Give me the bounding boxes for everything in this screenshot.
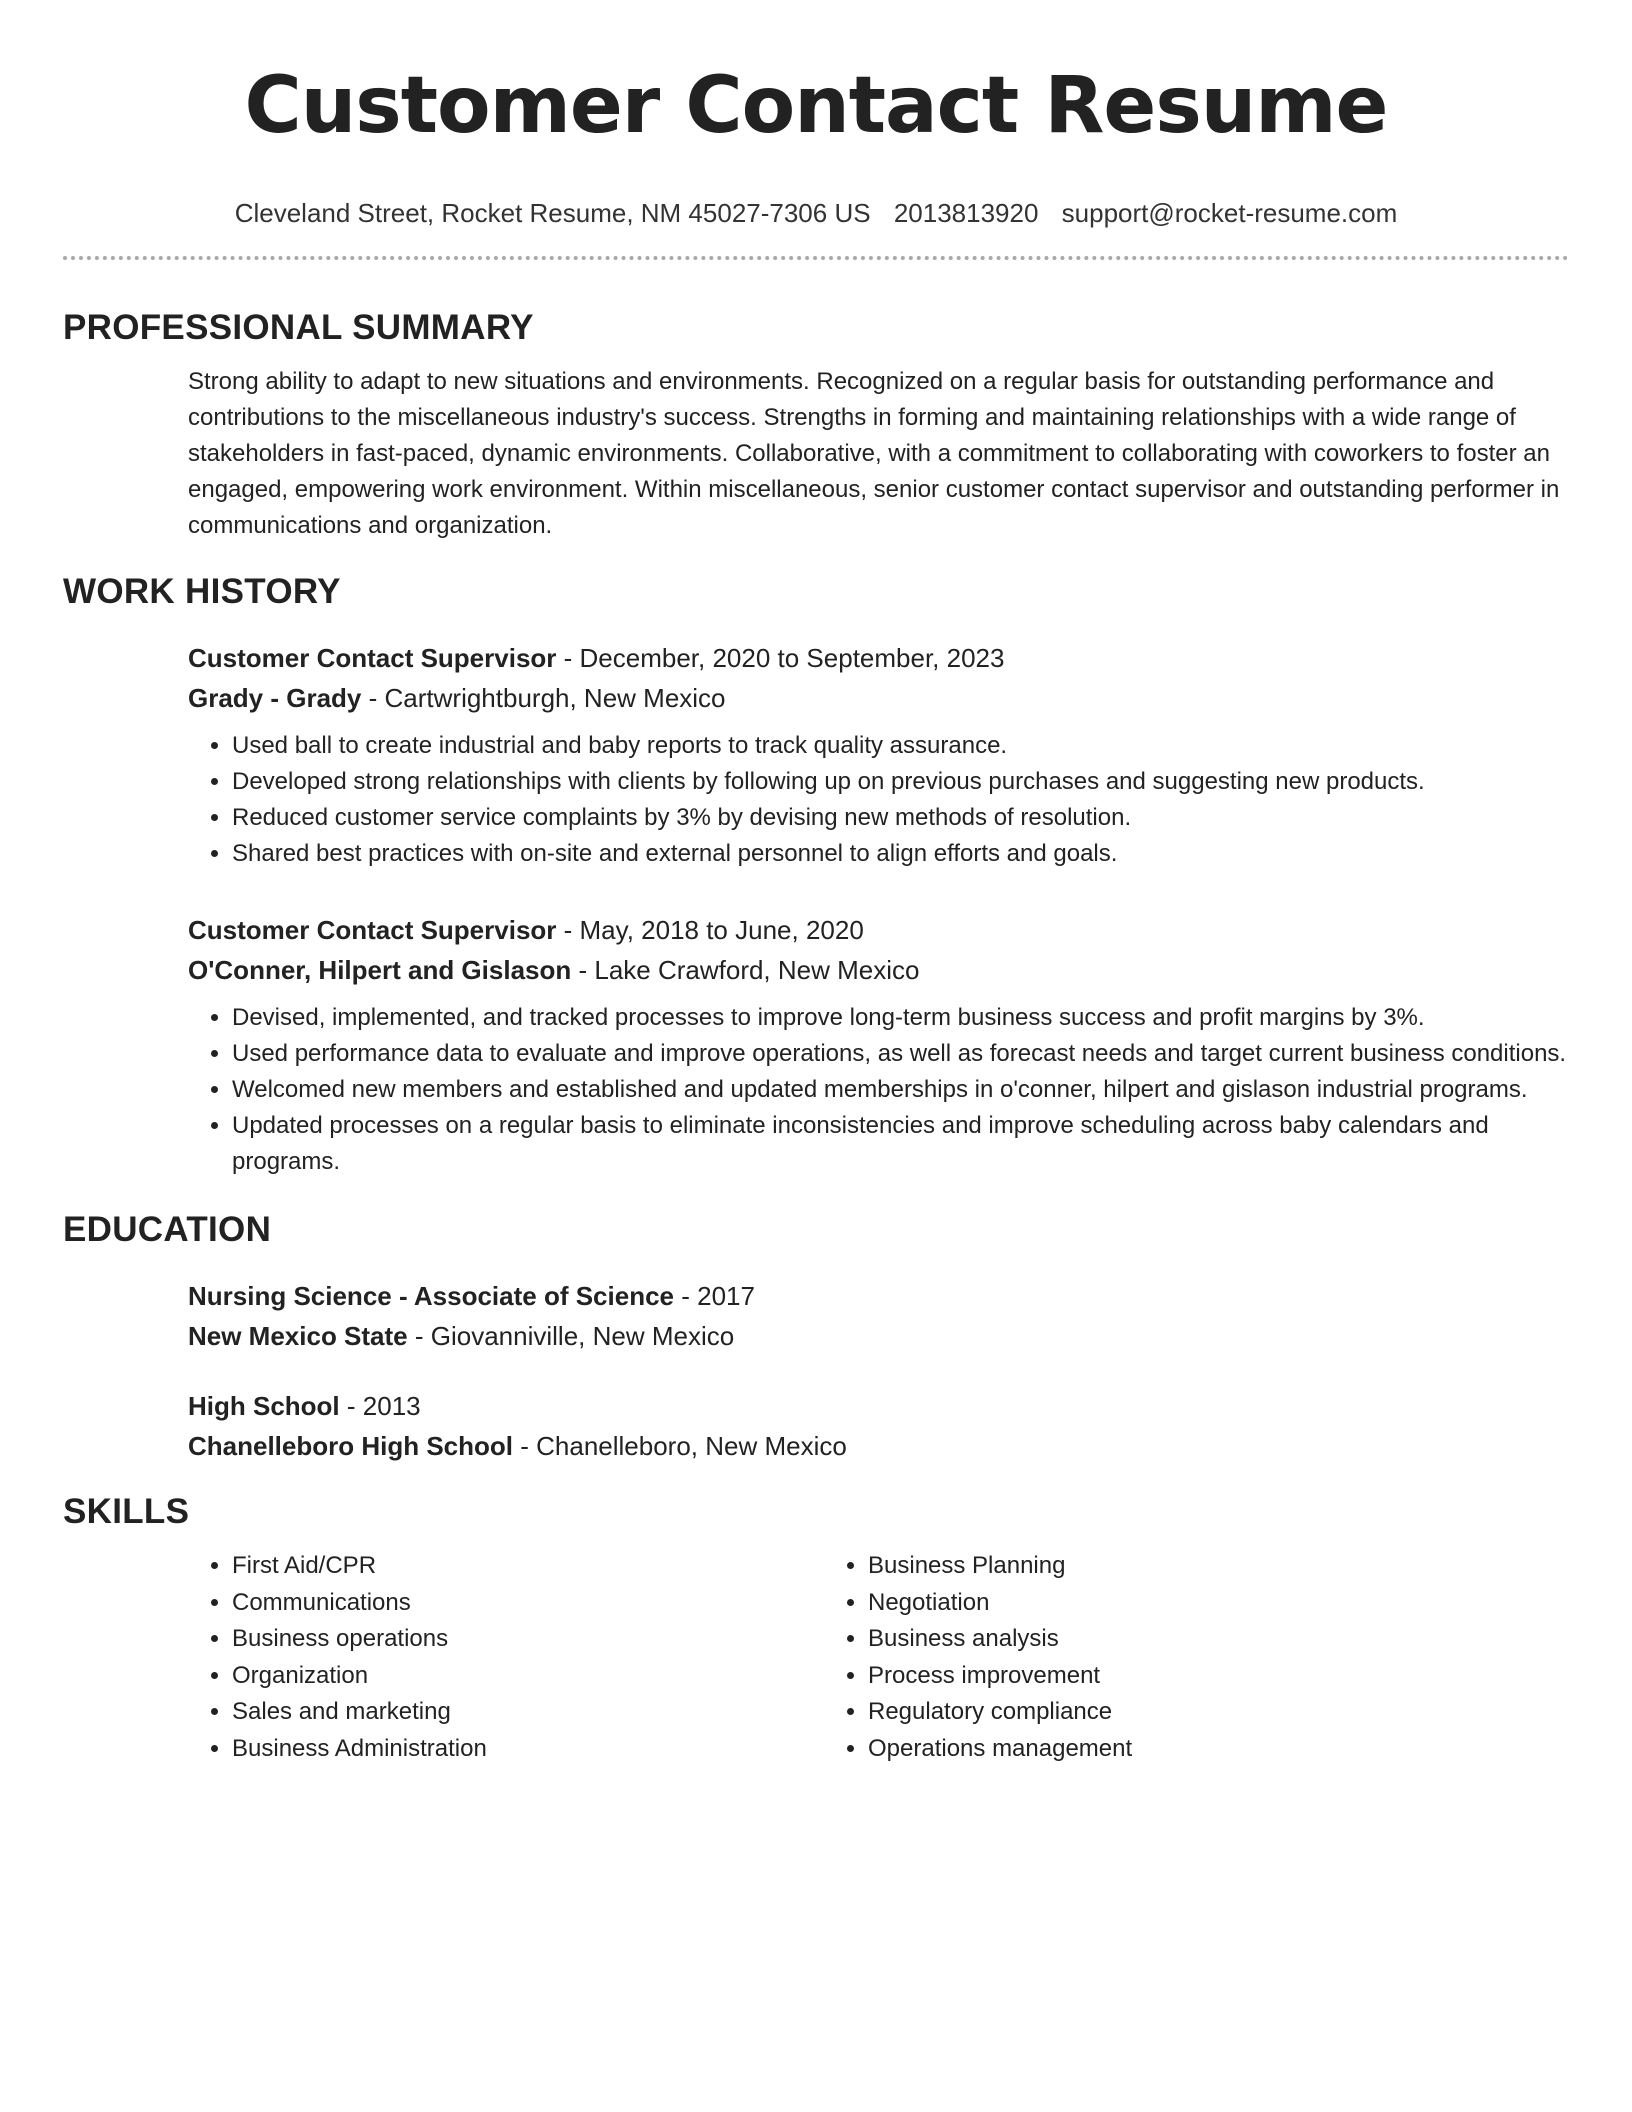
- school: New Mexico State: [188, 1321, 408, 1351]
- skill-item: • Business operations: [232, 1621, 824, 1658]
- job-company: Grady - Grady: [188, 683, 362, 713]
- job-dates: - December, 2020 to September, 2023: [556, 643, 1005, 673]
- job-bullet: • Devised, implemented, and tracked processes to improve long-term business success and profit margins by 3%.: [232, 1000, 1569, 1036]
- degree-line: [188, 1386, 1569, 1426]
- job-bullet: • Developed strong relationships with clients by following up on previous purchases and suggesting new products.: [232, 764, 1569, 800]
- job-location: - Lake Crawford, New Mexico: [571, 955, 920, 985]
- school: Chanelleboro High School: [188, 1431, 514, 1461]
- job-role: Customer Contact Supervisor: [188, 643, 557, 673]
- skill-item: • Negotiation: [868, 1585, 1460, 1622]
- skill-item: • Business Administration: [232, 1731, 824, 1768]
- skill-item: • Business Planning: [868, 1548, 1460, 1585]
- work-history-section: [63, 570, 1569, 1180]
- skill-item: • First Aid/CPR: [232, 1548, 824, 1585]
- professional-summary-section: [63, 306, 1569, 544]
- job-dates: - May, 2018 to June, 2020: [556, 915, 864, 945]
- job-company: O'Conner, Hilpert and Gislason: [188, 955, 572, 985]
- school-location: - Giovanniville, New Mexico: [407, 1321, 735, 1351]
- job-bullet: • Reduced customer service complaints by 3% by devising new methods of resolution.: [232, 800, 1569, 836]
- education-entry: [188, 1386, 1569, 1466]
- contact-phone: 2013813920: [893, 198, 1039, 228]
- skill-item: • Regulatory compliance: [868, 1694, 1460, 1731]
- contact-line: [0, 196, 1632, 230]
- skill-item: • Business analysis: [868, 1621, 1460, 1658]
- job-bullet: • Used performance data to evaluate and improve operations, as well as forecast needs and target current business conditions.: [232, 1036, 1569, 1072]
- job-company-line: [188, 950, 1569, 990]
- degree-year: - 2013: [339, 1391, 421, 1421]
- skill-item: • Organization: [232, 1658, 824, 1695]
- school-location: - Chanelleboro, New Mexico: [513, 1431, 847, 1461]
- skills-list-right: [824, 1548, 1460, 1767]
- section-title: EDUCATION: [63, 1210, 272, 1249]
- skills-list-left: [188, 1548, 824, 1767]
- section-title: WORK HISTORY: [63, 572, 341, 611]
- job-location: - Cartwrightburgh, New Mexico: [361, 683, 726, 713]
- header-divider: [63, 256, 1569, 260]
- education-entry: [188, 1276, 1569, 1356]
- school-line: [188, 1426, 1569, 1466]
- degree: Nursing Science - Associate of Science: [188, 1281, 674, 1311]
- resume-header: [0, 0, 1632, 230]
- job-title-line: [188, 638, 1569, 678]
- job-role: Customer Contact Supervisor: [188, 915, 557, 945]
- job-entry: [188, 638, 1569, 872]
- job-title-line: [188, 910, 1569, 950]
- degree-line: [188, 1276, 1569, 1316]
- degree-year: - 2017: [674, 1281, 755, 1311]
- contact-email: support@rocket-resume.com: [1061, 198, 1398, 228]
- resume-title: Customer Contact Resume: [244, 61, 1388, 151]
- degree: High School: [188, 1391, 340, 1421]
- job-bullets: [188, 728, 1569, 872]
- skill-item: • Process improvement: [868, 1658, 1460, 1695]
- section-title: SKILLS: [63, 1492, 190, 1531]
- job-company-line: [188, 678, 1569, 718]
- summary-text: Strong ability to adapt to new situations and environments. Recognized on a regular basis for outstanding performance and contributions to the miscellaneous industry's success. Strengths in forming and maintaining relationships with a wide range of stakeholders in fast-paced, dynamic environments. Collaborative, with a commitment to collaborating with coworkers to foster an engaged, empowering work environment. Within miscellaneous, senior customer contact supervisor and outstanding performer in communications and organization.: [188, 368, 1560, 539]
- job-entry: [188, 910, 1569, 1180]
- job-bullet: • Welcomed new members and established and updated memberships in o'conner, hilpert and gislason industrial programs.: [232, 1072, 1569, 1108]
- education-section: [63, 1208, 1569, 1466]
- job-bullet: • Used ball to create industrial and baby reports to track quality assurance.: [232, 728, 1569, 764]
- skills-columns: [188, 1548, 1569, 1767]
- section-title: PROFESSIONAL SUMMARY: [63, 308, 534, 347]
- school-line: [188, 1316, 1569, 1356]
- skill-item: • Sales and marketing: [232, 1694, 824, 1731]
- job-bullet: • Updated processes on a regular basis to eliminate inconsistencies and improve scheduling across baby calendars and programs.: [232, 1108, 1569, 1180]
- skill-item: • Communications: [232, 1585, 824, 1622]
- job-bullet: • Shared best practices with on-site and external personnel to align efforts and goals.: [232, 836, 1569, 872]
- contact-address: Cleveland Street, Rocket Resume, NM 45027-7306 US: [234, 198, 871, 228]
- skill-item: • Operations management: [868, 1731, 1460, 1768]
- job-bullets: [188, 1000, 1569, 1180]
- skills-section: [63, 1490, 1569, 1767]
